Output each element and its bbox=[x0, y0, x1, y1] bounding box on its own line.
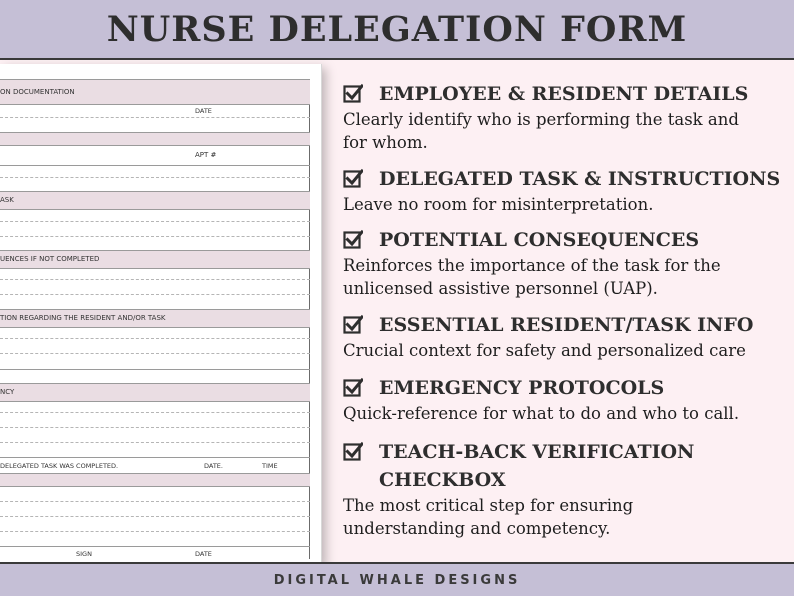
form-line bbox=[0, 236, 310, 237]
form-label-completed: DELEGATED TASK WAS COMPLETED. bbox=[0, 462, 119, 470]
form-line bbox=[0, 546, 310, 547]
feature-emergency bbox=[343, 374, 788, 425]
form-label-date2: DATE. bbox=[204, 462, 223, 470]
form-line bbox=[0, 294, 310, 295]
feature-title: DELEGATED TASK & INSTRUCTIONS bbox=[379, 168, 781, 190]
feature-title-row bbox=[343, 311, 788, 339]
page-title: NURSE DELEGATION FORM bbox=[106, 8, 688, 50]
form-line bbox=[0, 427, 310, 428]
feature-desc-line: understanding and competency. bbox=[343, 519, 611, 538]
feature-desc-line: Leave no room for misinterpretation. bbox=[343, 195, 654, 214]
feature-consequences bbox=[343, 226, 788, 300]
feature-title: ESSENTIAL RESIDENT/TASK INFO bbox=[379, 314, 754, 336]
feature-title-line: TEACH-BACK VERIFICATION bbox=[379, 441, 695, 463]
form-section-label: NCY bbox=[0, 388, 15, 396]
title-banner bbox=[0, 0, 794, 60]
checkbox-icon bbox=[343, 377, 363, 397]
feature-desc-line: unlicensed assistive personnel (UAP). bbox=[343, 279, 658, 298]
form-line bbox=[0, 177, 310, 178]
form-section-task bbox=[0, 191, 310, 210]
form-label-time: TIME bbox=[262, 462, 278, 470]
form-line bbox=[0, 369, 310, 370]
form-section-consequences bbox=[0, 250, 310, 269]
feature-desc-line: Quick-reference for what to do and who to call. bbox=[343, 404, 740, 423]
checkbox-icon bbox=[343, 83, 363, 103]
feature-title-line: CHECKBOX bbox=[379, 469, 506, 491]
form-line bbox=[0, 279, 310, 280]
form-line bbox=[0, 442, 310, 443]
feature-desc-line: for whom. bbox=[343, 133, 428, 152]
feature-desc-line: Reinforces the importance of the task for the bbox=[343, 256, 721, 275]
form-preview bbox=[0, 64, 322, 564]
form-line bbox=[0, 338, 310, 339]
form-section-label: TION REGARDING THE RESIDENT AND/OR TASK bbox=[0, 314, 166, 322]
form-page bbox=[0, 79, 310, 559]
checkbox-icon bbox=[343, 314, 363, 334]
feature-delegated-task bbox=[343, 165, 788, 216]
form-label-apt: APT # bbox=[195, 151, 217, 159]
feature-desc-line: The most critical step for ensuring bbox=[343, 496, 634, 515]
form-section-label: ON DOCUMENTATION bbox=[0, 88, 75, 96]
footer-brand: DIGITAL WHALE DESIGNS bbox=[273, 572, 521, 588]
form-line bbox=[0, 501, 310, 502]
feature-title-row bbox=[343, 80, 788, 108]
form-apt-row bbox=[0, 147, 310, 166]
form-line bbox=[0, 531, 310, 532]
form-label-sign: SIGN bbox=[76, 550, 92, 558]
form-label-date: DATE bbox=[195, 107, 212, 115]
checkbox-icon bbox=[343, 168, 363, 188]
form-line bbox=[0, 516, 310, 517]
form-section-emergency bbox=[0, 383, 310, 402]
feature-title: EMPLOYEE & RESIDENT DETAILS bbox=[379, 83, 749, 105]
form-divider bbox=[0, 473, 310, 487]
form-section-documentation bbox=[0, 79, 310, 105]
footer-banner bbox=[0, 562, 794, 596]
form-line bbox=[0, 412, 310, 413]
form-divider bbox=[0, 132, 310, 146]
feature-title: POTENTIAL CONSEQUENCES bbox=[379, 229, 700, 251]
form-section-label: ASK bbox=[0, 196, 14, 204]
feature-title-row bbox=[343, 165, 788, 193]
feature-title: EMERGENCY PROTOCOLS bbox=[379, 377, 665, 399]
feature-desc-line: Crucial context for safety and personalized care bbox=[343, 341, 746, 360]
form-section-info bbox=[0, 309, 310, 328]
feature-title bbox=[379, 438, 694, 494]
form-line bbox=[0, 353, 310, 354]
form-label-date3: DATE bbox=[195, 550, 212, 558]
form-line bbox=[0, 221, 310, 222]
form-line bbox=[0, 457, 310, 458]
form-section-label: UENCES IF NOT COMPLETED bbox=[0, 255, 100, 263]
feature-title-row bbox=[343, 374, 788, 402]
checkbox-icon bbox=[343, 229, 363, 249]
feature-teach-back bbox=[343, 438, 788, 540]
checkbox-icon bbox=[343, 441, 363, 461]
feature-title-row bbox=[343, 438, 788, 494]
form-line bbox=[0, 117, 310, 118]
feature-employee-resident bbox=[343, 80, 788, 154]
feature-resident-info bbox=[343, 311, 788, 362]
feature-title-row bbox=[343, 226, 788, 254]
feature-desc-line: Clearly identify who is performing the task and bbox=[343, 110, 739, 129]
